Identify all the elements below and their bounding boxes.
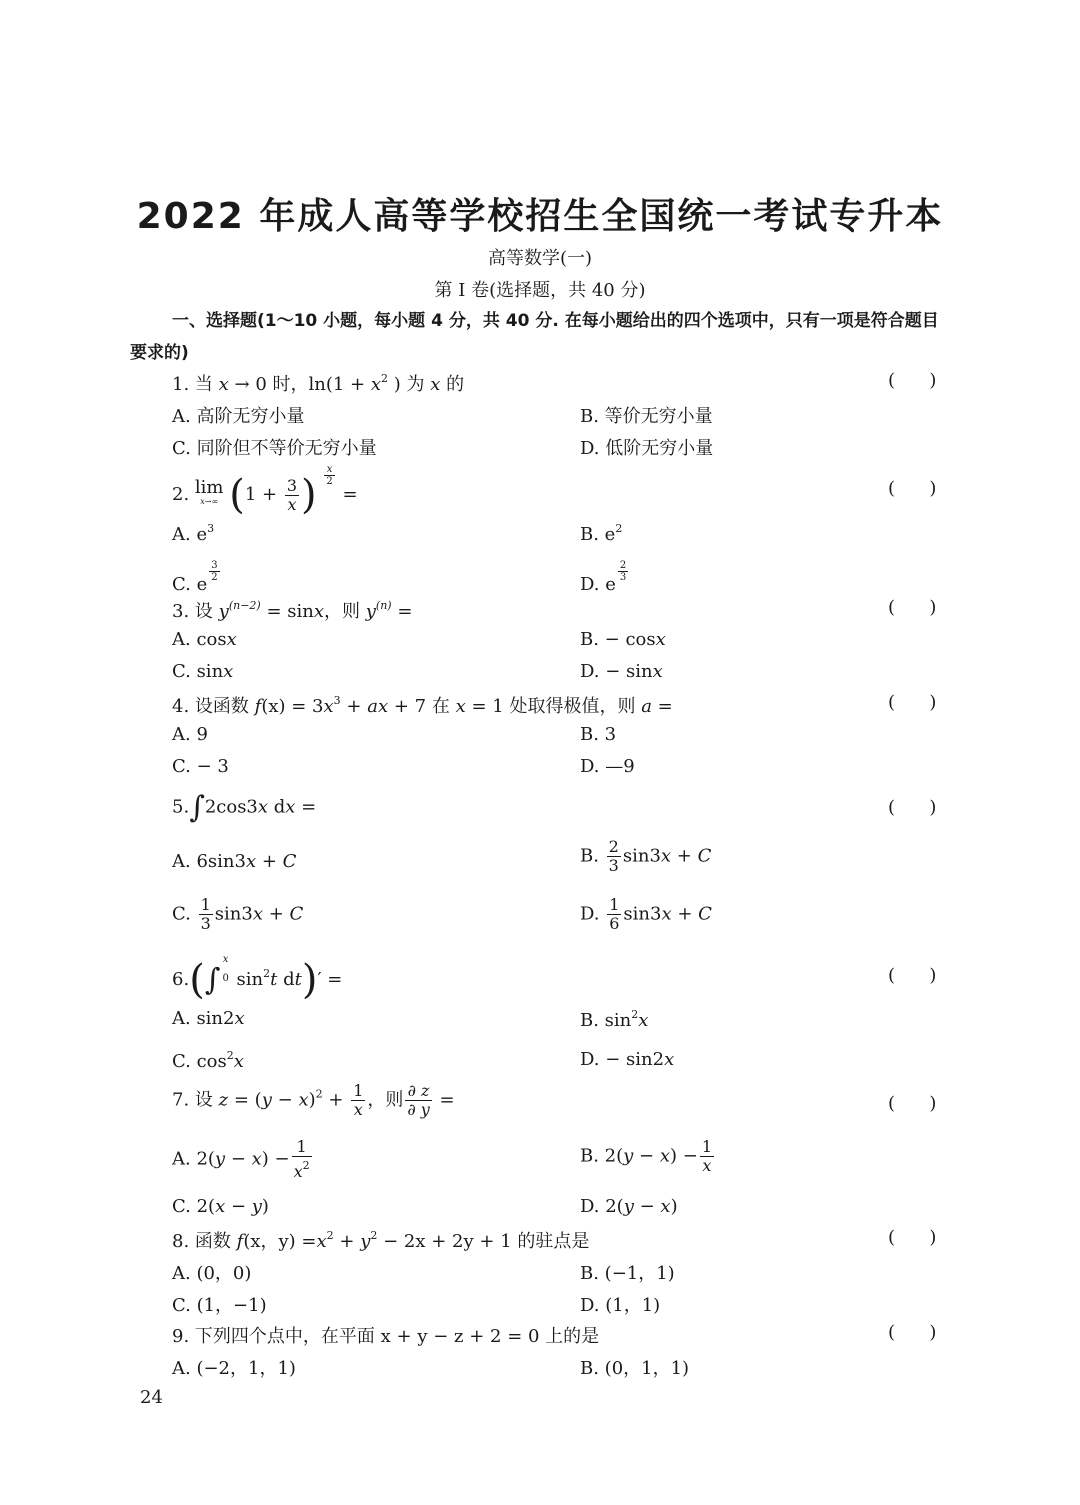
q8-option-d: D. (1，1) [580,1295,661,1316]
q5-option-a: A. 6sin3x + C [172,851,297,872]
q5-option-b: B. $\frac{2}{3}$ sin3x + C [580,837,712,875]
q4-option-b: B. 3 [580,724,617,745]
q6-option-b: B. $\sin^2x$ [580,1008,649,1031]
q1-option-d: D. 低阶无穷小量 [580,438,714,459]
q3-option-c: C. sinx [172,661,234,682]
q6-option-c: C. $\cos^2x$ [172,1049,244,1072]
answer-blank-3: ( ) [888,597,937,618]
q7-option-a: A. 2(y − x) − $\frac{1}{x^2}$ [172,1137,310,1181]
answer-blank-9: ( ) [888,1322,937,1343]
q7-option-b: B. 2(y − x) − $\frac{1}{x}$ [580,1137,713,1175]
q4-option-a: A. 9 [172,724,208,745]
question-7: 7. 设 $z = (y - x)^2$ + $\frac{1}{x}$ ，则 $\frac{\partial z}{\partial y}$ = [172,1081,455,1119]
q4-option-d: D. —9 [580,756,635,777]
q1-option-a: A. 高阶无穷小量 [172,406,305,427]
q1-option-c: C. 同阶但不等价无穷小量 [172,438,377,459]
q8-option-a: A. (0，0) [172,1263,252,1284]
question-1: 1. 当 x → 0 时，$\ln(1 + x^2$ ) 为 x 的 [172,372,465,395]
question-2: 2. lim x→∞ (1 + $\frac{3}{x}$ ) $\frac{x}{2}$ = [172,464,358,518]
answer-blank-6: ( ) [888,965,937,986]
q7-option-d: D. 2(y − x) [580,1196,678,1217]
q8-option-b: B. (−1，1) [580,1263,675,1284]
q2-option-c: C. e $\frac{3}{2}$ [172,560,218,595]
volume-title: 第 Ⅰ 卷(选择题，共 40 分) [434,280,646,301]
page-number: 24 [140,1387,163,1408]
q1-option-b: B. 等价无穷小量 [580,406,713,427]
q5-option-d: D. $\frac{1}{6}$ sin3x + C [580,895,712,933]
q9-option-b: B. (0，1，1) [580,1358,690,1379]
q3-option-a: A. cosx [172,629,237,650]
answer-blank-8: ( ) [888,1227,937,1248]
answer-blank-2: ( ) [888,478,937,499]
question-3: 3. 设 $y^{(n-2)} = \sin x$，则 $y^{(n)}$ = [172,599,413,622]
answer-blank-7: ( ) [888,1093,937,1114]
question-4: 4. 设函数 $f(x) = 3x^3$ + ax + 7 在 x = 1 处取得极值，则 a = [172,694,673,717]
q3-option-b: B. − cosx [580,629,666,650]
q2-option-a: A. $e^3$ [172,522,215,545]
q6-option-d: D. − sin2x [580,1049,675,1070]
question-8: 8. 函数 f(x，$y) =x^2 + y^2 - 2x + 2y + 1$ 的驻点是 [172,1229,590,1252]
q6-option-a: A. sin2x [172,1008,245,1029]
section-instructions: 一、选择题(1～10 小题，每小题 4 分，共 40 分. 在每小题给出的四个选项中，只有一项是符合题目要求的) [130,311,939,363]
q2-option-d: D. e $\frac{2}{3}$ [580,560,627,595]
q2-option-b: B. $e^2$ [580,522,623,545]
subject-title: 高等数学(一) [487,248,593,269]
q8-option-c: C. (1，−1) [172,1295,267,1316]
q5-option-c: C. $\frac{1}{3}$ sin3x + C [172,895,304,933]
answer-blank-4: ( ) [888,692,937,713]
q3-option-d: D. − sinx [580,661,663,682]
exam-title: 2022 年成人高等学校招生全国统一考试专升本 [136,196,944,237]
question-5: 5.∫2cos3x dx = [172,790,317,825]
q4-option-c: C. − 3 [172,756,229,777]
answer-blank-5: ( ) [888,797,937,818]
q9-option-a: A. (−2，1，1) [172,1358,296,1379]
question-9: 9. 下列四个点中，在平面 x + y − z + 2 = 0 上的是 [172,1326,600,1347]
q7-option-c: C. 2(x − y) [172,1196,269,1217]
question-6: 6.(∫ x 0 $\sin^2t$ dt)′ = [172,954,343,1003]
answer-blank-1: ( ) [888,370,937,391]
